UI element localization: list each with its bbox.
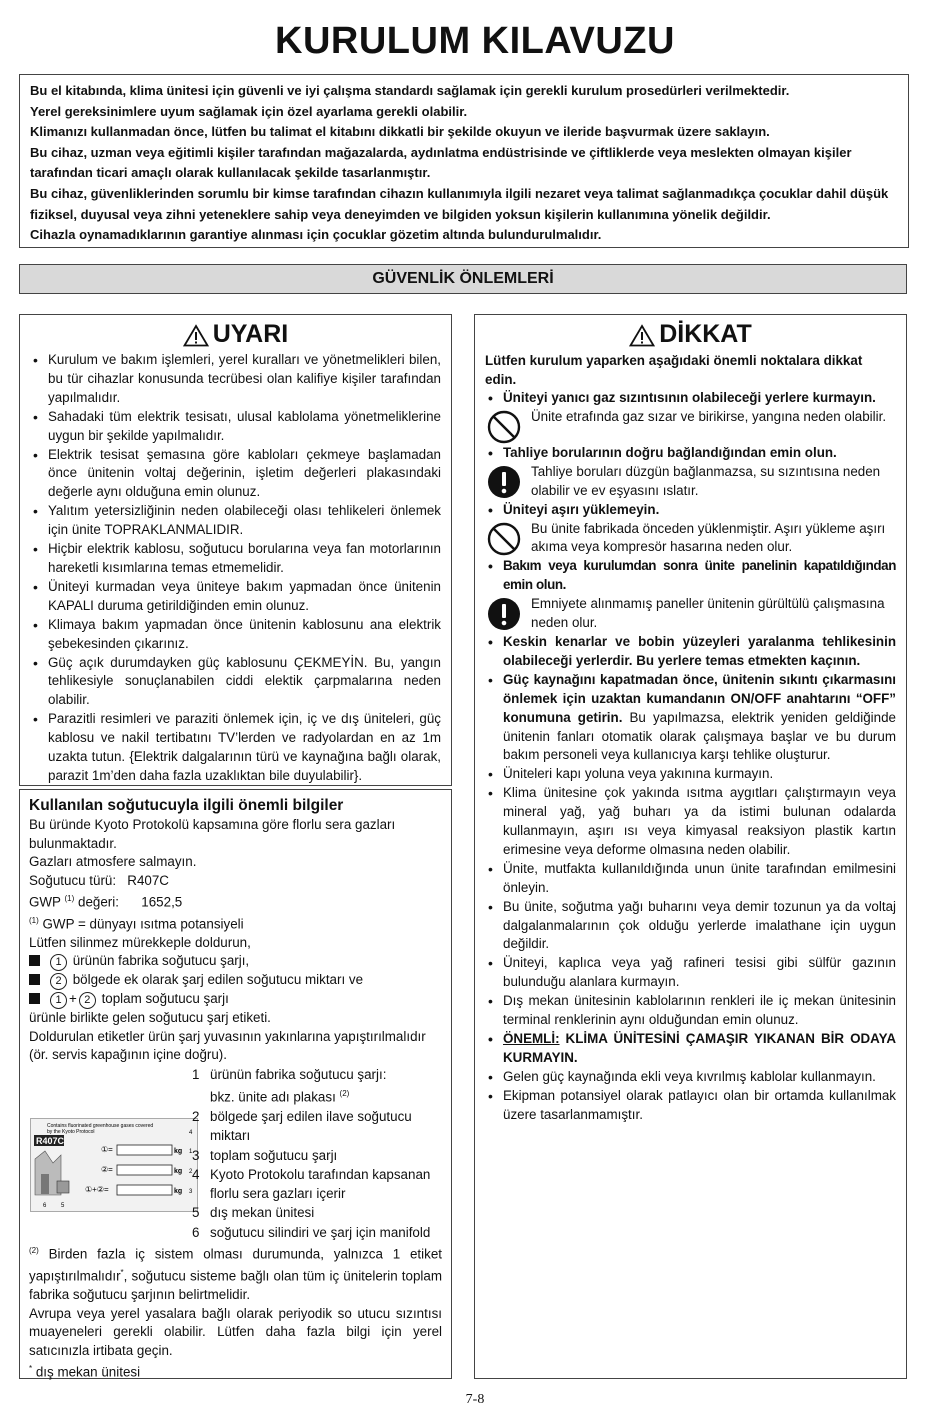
label-line1: Contains fluorinated greenhouse gases covered: [47, 1123, 154, 1129]
label-c1: ①=: [101, 1145, 113, 1154]
list-item: • Ünite, mutfakta kullanıldığında unun ünite tarafından emilmesini önleyin.: [485, 860, 896, 898]
caution-sub-text: Bu ünite fabrikada önceden yüklenmiştir. Aşırı yükleme aşırı akıma veya kompresör hasarına neden olur.: [531, 520, 886, 555]
label-n1: 1: [189, 1149, 193, 1155]
list-item: • Bu ünite, soğutma yağı buharını veya demir tozunun ya da voltaj dalgalanmalarının çok olduğu yerlerde imalathane için uygun değildir.: [485, 898, 896, 955]
legend-item: 1 ürünün fabrika soğutucu şarjı:: [192, 1066, 387, 1082]
warning-list: [30, 351, 441, 786]
info-paragraph: ürünle birlikte gelen soğutucu şarj etiketi.: [29, 1010, 271, 1026]
info-paragraph: Avrupa veya yerel yasalara bağlı olarak periyodik so utucu sızıntısı muayeneleri gerekli olabilir. Lütfen daha fazla bilgi için yerel satıcınızla irtibata geçin.: [29, 1305, 442, 1358]
list-item-important: • ÖNEMLİ: KLİMA ÜNİTESİNİ ÇAMAŞIR YIKANAN BİR ODAYA KURMAYIN.: [485, 1030, 896, 1068]
fill-item: [29, 990, 442, 1009]
fill-instruction: Lütfen silinmez mürekkeple doldurun,: [29, 934, 251, 950]
caution-sub-row: [485, 520, 896, 558]
label-diagram: [31, 1119, 197, 1211]
info-title: Kullanılan soğutucuyla ilgili önemli bilgiler: [29, 797, 344, 814]
info-paragraph: Doldurulan etiketler ürün şarj yuvasının yakınlarına yapıştırılmalıdır (ör. servis kapağının içine doğru).: [29, 1028, 426, 1063]
fill-item-text: bölgede ek olarak şarj edilen soğutucu miktarı ve: [72, 972, 364, 988]
circled-number: 1: [50, 954, 67, 971]
legend-item: bkz. ünite adı plakası $^{(2)}$: [210, 1089, 350, 1105]
legend-item: 6 soğutucu silindiri ve şarj için manifold: [192, 1224, 431, 1240]
plus-sign: +: [69, 991, 77, 1007]
circled-number: 2: [79, 992, 96, 1009]
legend-item: 3 toplam soğutucu şarjı: [192, 1147, 338, 1163]
list-item: • Gelen güç kaynağında ekli veya kıvrılmış kablolar kullanmayın.: [485, 1068, 896, 1087]
list-item: • Hiçbir elektrik kablosu, soğutucu borularına veya fan motorlarının hareketli kısımlarına temas etmemelidir.: [30, 540, 441, 578]
gwp-note-text: GWP = dünyayı ısıtma potansiyeli: [42, 916, 244, 932]
caution-title: DİKKAT: [659, 320, 752, 348]
list-item: • Kurulum ve bakım işlemleri, yerel kuralları ve yönetmelikleri bilen, bu tür cihazlar konusunda tecrübesi olan kalifiye kişiler tarafından yapılmalıdır.: [30, 351, 441, 408]
prohibited-icon: [487, 522, 521, 556]
list-item: • Ekipman potansiyel olarak patlayıcı olan bir ortamda kullanılmak üzere tasarlanmamıştır.: [485, 1087, 896, 1125]
label-n4: 4: [189, 1130, 193, 1136]
list-item: • Güç kaynağını kapatmadan önce, ünitenin sıkıntı çıkarmasını önlemek için uzaktan kumandanın ON/OFF anahtarını “OFF” konumuna getirin. Bu yapılmazsa, elektrik yeniden geldiğinde ünitenin fanları otomatik olarak çalışmaya başlar ve bu durum bakım personeli veya kullanıcıya karşı tehlike oluşturur.: [485, 671, 896, 766]
caution-sub-text: Ünite etrafında gaz sızar ve birikirse, yangına neden olabilir.: [531, 408, 887, 424]
label-unit: kg: [174, 1188, 183, 1195]
info-paragraph: Gazları atmosfere salmayın.: [29, 854, 197, 869]
fill-item-text: toplam soğutucu şarjı: [101, 991, 229, 1007]
intro-line: Bu cihaz, güvenliklerinden sorumlu bir kimse tarafından cihazın kullanımıyla ilgili nezaret veya talimat sağlanmadıkça çocuklar dahil düşük fiziksel, duyusal veya zihni yeteneklere sahip veya deneyimden ve bilgiden yoksun kişilerin kullanımına yönelik değildir.: [30, 185, 889, 222]
legend-item: miktarı: [210, 1128, 251, 1144]
gwp-label: GWP: [29, 894, 61, 910]
intro-line: Bu el kitabında, klima ünitesi için güvenli ve iyi çalışma standardı sağlamak için gerekli kurulum prosedürleri verilmektedir.: [30, 83, 790, 98]
label-n2: 2: [189, 1169, 193, 1175]
caution-sub-row: [485, 408, 896, 444]
gwp-row: [29, 890, 442, 912]
square-bullet-icon: [29, 993, 40, 1004]
list-item: • Üniteyi, kaplıca veya yağ rafineri tesisi gibi sülfür gazının bulunduğu alanlara kurmayın.: [485, 954, 896, 992]
warning-triangle-icon: [629, 324, 655, 347]
refrigerant-info-box: [19, 789, 452, 1379]
legend-item: 4 Kyoto Protokolu tarafından kapsanan: [192, 1166, 431, 1182]
list-item: • Tahliye borularının doğru bağlandığından emin olun.: [485, 444, 896, 463]
intro-line: Bu cihaz, uzman veya eğitimli kişiler tarafından mağazalarda, aydınlatma endüstrisinde ve çiftliklerde veya meslekten olmayan kişiler tarafından ticari amaçlı olarak kullanılacak şekilde tasarlanmıştır.: [30, 144, 852, 181]
label-n6: 6: [43, 1203, 47, 1209]
caution-box: [474, 314, 907, 1379]
list-item: • Keskin kenarlar ve bobin yüzeyleri yaralanma tehlikesinin olabileceği yerlerdir. Bu yerlere temas etmekten kaçının.: [485, 633, 896, 671]
label-unit: kg: [174, 1168, 183, 1175]
fill-item: [29, 971, 442, 990]
caution-sub-row: [485, 463, 896, 501]
list-item: • Klimaya bakım yapmadan önce ünitenin kablosunu ana elektrik şebekesinden çıkarınız.: [30, 616, 441, 654]
list-item: • Üniteleri kapı yoluna veya yakınına kurmayın.: [485, 765, 896, 784]
legend-item: 5 dış mekan ünitesi: [192, 1205, 315, 1221]
list-item: • Üniteyi aşırı yüklemeyin.: [485, 501, 896, 520]
circled-number: 2: [50, 973, 67, 990]
gwp-note: [29, 912, 442, 934]
page-number: 7-8: [465, 1392, 485, 1407]
warning-box: [19, 314, 452, 786]
list-item: • Parazitli resimleri ve paraziti önlemek için, iç ve dış üniteleri, güç kablosu ve nakil tertibatını TV’lerden ve radyolardan en az 1m uzakta tutun. {Elektrik dalgalarının türü ve kaynağına bağlı olarak, parazit 1m’den daha fazla uzaklıktan bile duyulabilir}.: [30, 710, 441, 786]
label-c2: ②=: [101, 1165, 113, 1174]
label-c3: ①+②=: [85, 1185, 109, 1194]
legend-item: 2 bölgede şarj edilen ilave soğutucu: [192, 1109, 412, 1124]
refrigerant-type-row: [29, 872, 442, 891]
section-banner: GÜVENLİK ÖNLEMLERİ: [19, 264, 907, 294]
mandatory-exclamation-icon: [487, 597, 521, 631]
warning-title: UYARI: [212, 320, 289, 348]
mandatory-exclamation-icon: [487, 465, 521, 499]
info-paragraph: Bu üründe Kyoto Protokolü kapsamına göre florlu sera gazları bulunmaktadır.: [29, 817, 396, 851]
refrigerant-type-value: R407C: [127, 872, 169, 888]
prohibited-icon: [487, 410, 521, 444]
list-item: • Dış mekan ünitesinin kablolarının renkleri ile iç mekan ünitesinin terminal renklerinin aynı olduğundan emin olunuz.: [485, 992, 896, 1030]
list-item: • Yalıtım yetersizliğinin neden olabileceği olası tehlikeleri önlemek için ünite TOPRAKLANMALIDIR.: [30, 502, 441, 540]
caution-sub-row: [485, 595, 896, 633]
caution-lead: Lütfen kurulum yaparken aşağıdaki önemli noktalara dikkat edin.: [485, 353, 863, 387]
caution-header: [485, 319, 896, 349]
square-bullet-icon: [29, 974, 40, 985]
caution-list: [485, 389, 896, 408]
caution-sub-text: Tahliye boruları düzgün bağlanmazsa, su sızıntısına neden olabilir ve ev eşyasını ıslatır.: [531, 463, 881, 498]
label-line2: by the Kyoto Protocol: [47, 1129, 95, 1135]
list-item: • Üniteyi yanıcı gaz sızıntısının olabileceği yerlere kurmayın.: [485, 389, 896, 408]
intro-box: [19, 74, 909, 248]
list-item: • Klima ünitesine çok yakında ısıtma aygıtları çalıştırmayın veya mineral yağ, yağ buharı ya da istimi bulunan odalarda kullanmayın, aşırı ısı veya kimyasal reaksiyon plastik kartın erimesine veya deforme olmasına neden olabilir.: [485, 784, 896, 860]
list-item: • Güç açık durumdayken güç kablosunu ÇEKMEYİN. Bu, yangın tehlikesiyle sonuçlanabilen ciddi elektik çarpmalarına neden olabilir.: [30, 654, 441, 711]
circled-number: 1: [50, 992, 67, 1009]
list-item: • Üniteyi kurmadan veya üniteye bakım yapmadan önce ünitenin KAPALI duruma getirildiğinden emin olunuz.: [30, 578, 441, 616]
intro-line: Cihazla oynamadıklarının garantiye alınması için çocuklar gözetim altında bulundurulmalıdır.: [30, 227, 602, 243]
fill-item-text: ürünün fabrika soğutucu şarjı,: [72, 953, 250, 969]
label-model: R407C: [36, 1136, 65, 1146]
list-item: • Bakım veya kurulumdan sonra ünite panelinin kapatıldığından emin olun.: [485, 557, 896, 595]
intro-line: Yerel gereksinimlere uyum sağlamak için özel ayarlama gerekli olabilir.: [30, 103, 468, 119]
page-title: KURULUM KILAVUZU: [275, 20, 675, 62]
fill-item: [29, 952, 442, 971]
gwp-value: 1652,5: [141, 894, 183, 910]
label-legend: [192, 1065, 442, 1242]
gwp-note-sup: (1): [29, 915, 39, 925]
warning-triangle-icon: [183, 324, 209, 347]
gwp-label2: değeri:: [78, 894, 119, 910]
intro-line: Klimanızı kullanmadan önce, lütfen bu talimat el kitabını dikkatli bir şekilde okuyun ve ileride başvurmak üzere saklayın.: [30, 124, 770, 140]
refrigerant-type-label: Soğutucu türü:: [29, 872, 117, 888]
legend-item: florlu sera gazları içerir: [210, 1186, 346, 1202]
label-n3: 3: [189, 1189, 193, 1195]
square-bullet-icon: [29, 955, 40, 966]
star-note: * dış mekan ünitesi: [29, 1364, 141, 1380]
list-item: • Sahadaki tüm elektrik tesisatı, ulusal kablolama yönetmeliklerine uygun bir şekilde yapılmalıdır.: [30, 408, 441, 446]
label-unit: kg: [174, 1148, 183, 1155]
label-n5: 5: [61, 1203, 65, 1209]
gwp-sup: (1): [64, 894, 75, 903]
caution-sub-text: Emniyete alınmamış paneller ünitenin gürültülü çalışmasına neden olur.: [531, 596, 885, 631]
refrigerant-label-illustration: [30, 1118, 198, 1212]
list-item: • Elektrik tesisat şemasına göre kabloları çekmeye başlamadan önce ünitenin voltaj değerinin, işletim değerleri plakasındaki değerle aynı olduğuna emin olunuz.: [30, 446, 441, 503]
info-note2: $^{(2)}$ Birden fazla iç sistem olması durumunda, yalnızca 1 etiket yapıştırılmalıdır*, soğutucu sisteme bağlı olan tüm iç ünitelerin toplam fabrika soğutucu şarjının belirtmelidir.: [29, 1246, 442, 1303]
warning-header: [30, 319, 441, 349]
